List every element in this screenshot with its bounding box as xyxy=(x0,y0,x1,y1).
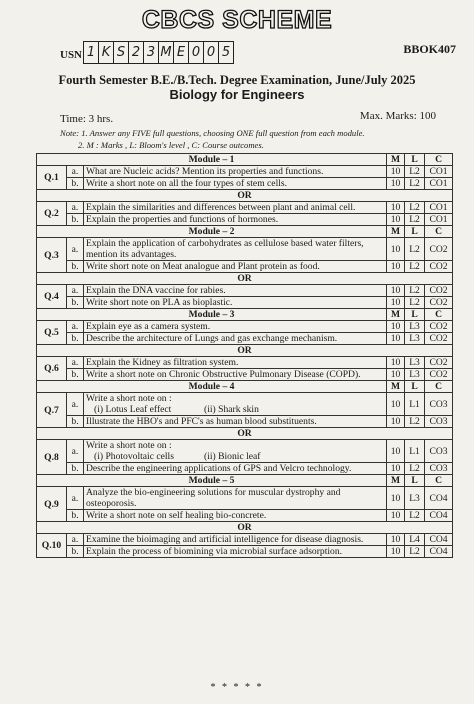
sub-part-label: a. xyxy=(67,357,84,369)
question-text xyxy=(84,440,387,463)
marks-value: 10 xyxy=(387,166,405,178)
bloom-level: L2 xyxy=(405,297,425,309)
col-marks-header: M xyxy=(387,381,405,393)
sub-part-label: a. xyxy=(67,321,84,333)
bloom-level: L2 xyxy=(405,261,425,273)
marks-value: 10 xyxy=(387,393,405,416)
or-row xyxy=(37,273,453,285)
question-row xyxy=(37,357,453,369)
col-marks-header: M xyxy=(387,309,405,321)
course-outcome: CO4 xyxy=(425,534,453,546)
question-text-main: Explain the application of carbohydrates as cellulose based water filters, mention its advantages. xyxy=(86,238,364,260)
usn-char-box: M xyxy=(158,41,174,64)
question-text xyxy=(84,546,387,558)
marks-value: 10 xyxy=(387,534,405,546)
question-text-main: Explain the similarities and differences between plant and animal cell. xyxy=(86,202,356,213)
marks-value: 10 xyxy=(387,463,405,475)
question-row xyxy=(37,393,453,416)
course-outcome: CO1 xyxy=(425,178,453,190)
marks-value: 10 xyxy=(387,510,405,522)
question-text xyxy=(84,214,387,226)
col-outcome-header: C xyxy=(425,226,453,238)
course-outcome: CO2 xyxy=(425,285,453,297)
question-text-main: Explain the Kidney as filtration system. xyxy=(86,357,239,368)
marks-value: 10 xyxy=(387,178,405,190)
course-outcome: CO3 xyxy=(425,463,453,475)
module-title: Module – 2 xyxy=(37,226,387,238)
sub-part-label: b. xyxy=(67,178,84,190)
question-number: Q.10 xyxy=(37,534,67,558)
question-text-main: Analyze the bio-engineering solutions for muscular dystrophy and osteoporosis. xyxy=(86,487,341,509)
question-text-main: Write short note on PLA as bioplastic. xyxy=(86,297,233,308)
question-number: Q.8 xyxy=(37,440,67,475)
marks-value: 10 xyxy=(387,238,405,261)
question-text xyxy=(84,285,387,297)
sub-part-label: a. xyxy=(67,534,84,546)
question-row xyxy=(37,202,453,214)
question-row xyxy=(37,546,453,558)
course-outcome: CO1 xyxy=(425,214,453,226)
question-text-main: Explain eye as a camera system. xyxy=(86,321,211,332)
question-text-main: Examine the bioimaging and artificial intelligence for disease diagnosis. xyxy=(86,534,364,545)
instructions-note xyxy=(60,127,460,151)
sub-part-label: b. xyxy=(67,510,84,522)
course-outcome: CO2 xyxy=(425,321,453,333)
marks-value: 10 xyxy=(387,321,405,333)
question-text-main: Write a short note on : xyxy=(86,393,172,404)
question-text xyxy=(84,166,387,178)
question-row xyxy=(37,487,453,510)
question-text-main: Describe the architecture of Lungs and gas exchange mechanism. xyxy=(86,333,338,344)
question-subitem: (i) Lotus Leaf effect xyxy=(94,404,172,415)
or-row xyxy=(37,428,453,440)
usn-char-box: 2 xyxy=(128,41,144,64)
module-title: Module – 5 xyxy=(37,475,387,487)
usn-char-box: K xyxy=(98,41,114,64)
sub-part-label: a. xyxy=(67,202,84,214)
question-text xyxy=(84,297,387,309)
question-text-main: Describe the engineering applications of GPS and Velcro technology. xyxy=(86,463,352,474)
question-text xyxy=(84,463,387,475)
question-text xyxy=(84,333,387,345)
question-text xyxy=(84,393,387,416)
marks-value: 10 xyxy=(387,487,405,510)
question-row xyxy=(37,166,453,178)
course-outcome: CO4 xyxy=(425,546,453,558)
bloom-level: L2 xyxy=(405,285,425,297)
question-number: Q.2 xyxy=(37,202,67,226)
question-text-main: Write a short note on : xyxy=(86,440,172,451)
question-subitem: (ii) Shark skin xyxy=(204,404,259,415)
question-text-main: Explain the process of biomining via microbial surface adsorption. xyxy=(86,546,343,557)
question-text-main: Illustrate the HBO's and PFC's as human blood substituents. xyxy=(86,416,317,427)
module-title: Module – 3 xyxy=(37,309,387,321)
question-number: Q.7 xyxy=(37,393,67,428)
question-text xyxy=(84,416,387,428)
marks-value: 10 xyxy=(387,202,405,214)
question-text xyxy=(84,321,387,333)
question-number: Q.5 xyxy=(37,321,67,345)
marks-value: 10 xyxy=(387,369,405,381)
exam-title: Fourth Semester B.E./B.Tech. Degree Examination, June/July 2025 xyxy=(58,73,416,87)
bloom-level: L2 xyxy=(405,178,425,190)
col-outcome-header: C xyxy=(425,309,453,321)
question-text xyxy=(84,357,387,369)
sub-part-label: a. xyxy=(67,285,84,297)
col-marks-header: M xyxy=(387,154,405,166)
sub-part-label: b. xyxy=(67,463,84,475)
marks-value: 10 xyxy=(387,416,405,428)
course-outcome: CO1 xyxy=(425,202,453,214)
question-text xyxy=(84,202,387,214)
col-marks-header: M xyxy=(387,226,405,238)
or-label: OR xyxy=(37,345,453,357)
subject-title: Biology for Engineers xyxy=(169,87,305,102)
bloom-level: L1 xyxy=(405,393,425,416)
usn-char-box: 1 xyxy=(83,41,99,64)
course-outcome: CO2 xyxy=(425,333,453,345)
time-allowed: Time: 3 hrs. xyxy=(60,113,114,125)
question-text xyxy=(84,178,387,190)
sub-part-label: b. xyxy=(67,546,84,558)
col-outcome-header: C xyxy=(425,381,453,393)
bloom-level: L3 xyxy=(405,487,425,510)
bloom-level: L3 xyxy=(405,333,425,345)
sub-part-label: b. xyxy=(67,214,84,226)
question-text xyxy=(84,261,387,273)
question-text xyxy=(84,487,387,510)
usn-char-box: 0 xyxy=(188,41,204,64)
question-row xyxy=(37,534,453,546)
bloom-level: L2 xyxy=(405,202,425,214)
question-number: Q.1 xyxy=(37,166,67,190)
course-outcome: CO2 xyxy=(425,357,453,369)
question-number: Q.6 xyxy=(37,357,67,381)
bloom-level: L2 xyxy=(405,546,425,558)
col-outcome-header: C xyxy=(425,475,453,487)
question-row xyxy=(37,261,453,273)
usn-char-box: 5 xyxy=(218,41,234,64)
col-marks-header: M xyxy=(387,475,405,487)
or-row xyxy=(37,190,453,202)
bloom-level: L2 xyxy=(405,510,425,522)
or-label: OR xyxy=(37,428,453,440)
col-level-header: L xyxy=(405,226,425,238)
question-row xyxy=(37,214,453,226)
bloom-level: L1 xyxy=(405,440,425,463)
usn-boxes xyxy=(84,41,234,64)
question-text-main: Write short note on Meat analogue and Plant protein as food. xyxy=(86,261,320,272)
marks-value: 10 xyxy=(387,285,405,297)
bloom-level: L3 xyxy=(405,321,425,333)
usn-label: USN xyxy=(60,49,83,61)
course-outcome: CO2 xyxy=(425,369,453,381)
sub-part-label: a. xyxy=(67,487,84,510)
question-text xyxy=(84,369,387,381)
question-subitems xyxy=(86,451,384,462)
marks-value: 10 xyxy=(387,214,405,226)
col-level-header: L xyxy=(405,475,425,487)
scheme-banner: CBCS SCHEME xyxy=(141,6,333,34)
sub-part-label: b. xyxy=(67,416,84,428)
course-outcome: CO1 xyxy=(425,166,453,178)
usn-char-box: E xyxy=(173,41,189,64)
course-outcome: CO4 xyxy=(425,510,453,522)
bloom-level: L2 xyxy=(405,463,425,475)
question-number: Q.9 xyxy=(37,487,67,522)
module-header-row xyxy=(37,475,453,487)
question-text xyxy=(84,534,387,546)
question-number: Q.4 xyxy=(37,285,67,309)
course-outcome: CO2 xyxy=(425,297,453,309)
max-marks: Max. Marks: 100 xyxy=(359,110,436,122)
module-title: Module – 1 xyxy=(37,154,387,166)
marks-value: 10 xyxy=(387,546,405,558)
question-text-main: Explain the properties and functions of hormones. xyxy=(86,214,279,225)
bloom-level: L2 xyxy=(405,166,425,178)
question-row xyxy=(37,297,453,309)
usn-char-box: S xyxy=(113,41,129,64)
bloom-level: L2 xyxy=(405,238,425,261)
sub-part-label: a. xyxy=(67,238,84,261)
question-row xyxy=(37,285,453,297)
sub-part-label: a. xyxy=(67,393,84,416)
course-outcome: CO2 xyxy=(425,238,453,261)
course-outcome: CO3 xyxy=(425,440,453,463)
question-subitems xyxy=(86,404,384,415)
course-outcome: CO3 xyxy=(425,416,453,428)
end-marker: * * * * * xyxy=(210,682,264,693)
question-text-main: What are Nucleic acids? Mention its properties and functions. xyxy=(86,166,324,177)
question-table xyxy=(36,153,453,558)
or-label: OR xyxy=(37,190,453,202)
bloom-level: L4 xyxy=(405,534,425,546)
col-level-header: L xyxy=(405,309,425,321)
bloom-level: L2 xyxy=(405,416,425,428)
question-text-main: Write a short note on Chronic Obstructive Pulmonary Disease (COPD). xyxy=(86,369,361,380)
module-title: Module – 4 xyxy=(37,381,387,393)
note-line-1: Note: 1. Answer any FIVE full questions, choosing ONE full question from each module. xyxy=(60,128,365,138)
question-row xyxy=(37,369,453,381)
question-row xyxy=(37,321,453,333)
bloom-level: L3 xyxy=(405,357,425,369)
bloom-level: L2 xyxy=(405,214,425,226)
sub-part-label: b. xyxy=(67,333,84,345)
module-header-row xyxy=(37,226,453,238)
sub-part-label: b. xyxy=(67,297,84,309)
col-outcome-header: C xyxy=(425,154,453,166)
question-subitem: (i) Photovoltaic cells xyxy=(94,451,174,462)
course-outcome: CO3 xyxy=(425,393,453,416)
question-text xyxy=(84,510,387,522)
question-text-main: Explain the DNA vaccine for rabies. xyxy=(86,285,226,296)
question-text xyxy=(84,238,387,261)
or-label: OR xyxy=(37,273,453,285)
sub-part-label: b. xyxy=(67,261,84,273)
or-row xyxy=(37,345,453,357)
question-row xyxy=(37,463,453,475)
marks-value: 10 xyxy=(387,297,405,309)
sub-part-label: a. xyxy=(67,440,84,463)
question-row xyxy=(37,178,453,190)
col-level-header: L xyxy=(405,381,425,393)
marks-value: 10 xyxy=(387,261,405,273)
marks-value: 10 xyxy=(387,440,405,463)
module-header-row xyxy=(37,154,453,166)
usn-char-box: 0 xyxy=(203,41,219,64)
question-text-main: Write a short note on self healing bio-concrete. xyxy=(86,510,267,521)
module-header-row xyxy=(37,309,453,321)
question-row xyxy=(37,510,453,522)
or-row xyxy=(37,522,453,534)
note-line-2: 2. M : Marks , L: Bloom's level , C: Course outcomes. xyxy=(78,140,264,150)
marks-value: 10 xyxy=(387,357,405,369)
sub-part-label: a. xyxy=(67,166,84,178)
paper-code: BBOK407 xyxy=(403,42,456,56)
usn-char-box: 3 xyxy=(143,41,159,64)
course-outcome: CO4 xyxy=(425,487,453,510)
or-label: OR xyxy=(37,522,453,534)
question-text-main: Write a short note on all the four types of stem cells. xyxy=(86,178,288,189)
question-row xyxy=(37,238,453,261)
bloom-level: L3 xyxy=(405,369,425,381)
question-number: Q.3 xyxy=(37,238,67,273)
question-row xyxy=(37,440,453,463)
question-row xyxy=(37,333,453,345)
sub-part-label: b. xyxy=(67,369,84,381)
course-outcome: CO2 xyxy=(425,261,453,273)
module-header-row xyxy=(37,381,453,393)
question-row xyxy=(37,416,453,428)
col-level-header: L xyxy=(405,154,425,166)
marks-value: 10 xyxy=(387,333,405,345)
question-subitem: (ii) Bionic leaf xyxy=(204,451,261,462)
